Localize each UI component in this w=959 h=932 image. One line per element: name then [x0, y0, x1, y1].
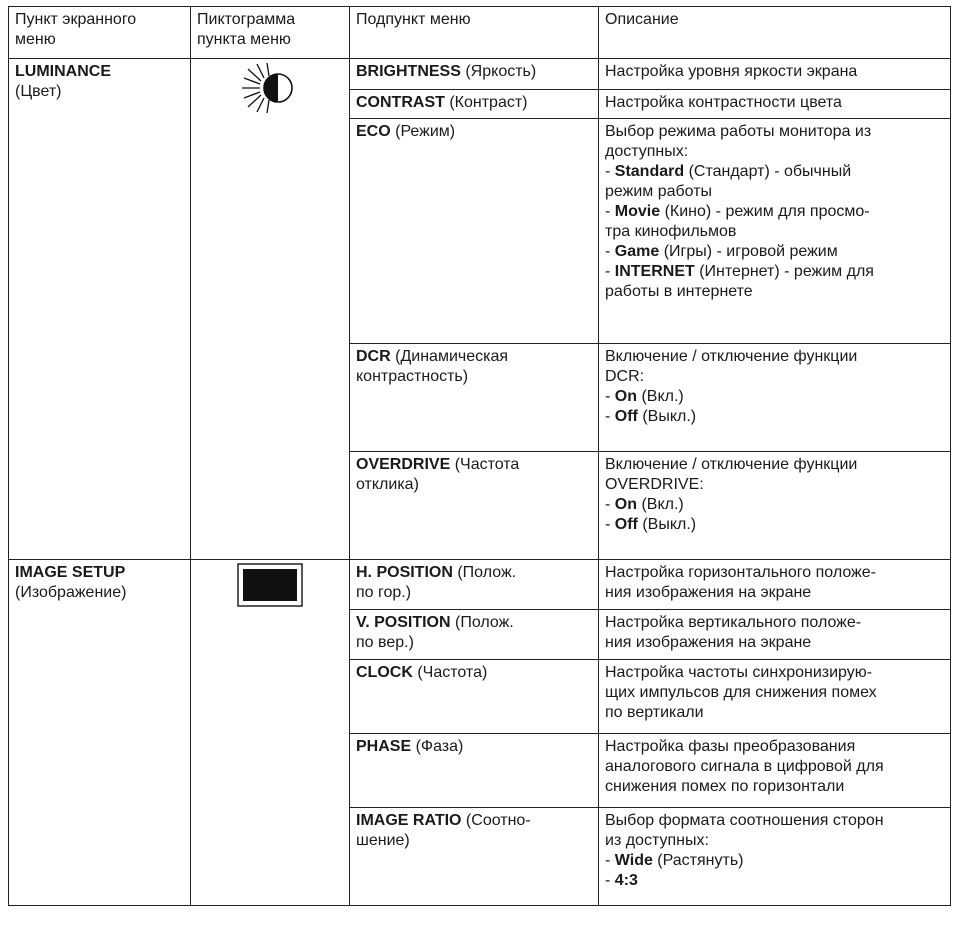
hpos-desc-line2: ния изображения на экране: [605, 584, 812, 601]
brightness-desc: Настройка уровня яркости экрана: [605, 63, 858, 80]
phase-desc-cell: [599, 734, 951, 808]
overdrive-name: OVERDRIVE (Частота: [356, 456, 520, 473]
ratio-desc-line1: Выбор формата соотношения сторон: [605, 812, 884, 829]
overdrive-name-line2: отклика): [356, 476, 419, 493]
hpos-name-line2: по гор.): [356, 584, 412, 601]
eco-desc-cell: [599, 119, 951, 344]
hpos-subitem-cell: [350, 560, 599, 610]
eco-option-internet-line2: работы в интернете: [605, 283, 753, 300]
phase-desc-line1: Настройка фазы преобразования: [605, 738, 856, 755]
header-description-cell: [599, 7, 951, 59]
overdrive-option-off: - Off (Выкл.): [605, 516, 697, 533]
dcr-option-off: - Off (Выкл.): [605, 408, 697, 425]
image-setup-item-cell: [9, 560, 191, 906]
vpos-subitem-cell: [350, 610, 599, 660]
hpos-desc-line1: Настройка горизонтального положе-: [605, 564, 876, 581]
contrast-name: CONTRAST (Контраст): [356, 94, 528, 111]
screen-rectangle-icon: [237, 563, 303, 607]
table-row: [9, 560, 951, 610]
dcr-desc-cell: [599, 344, 951, 452]
overdrive-option-on: - On (Вкл.): [605, 496, 684, 513]
contrast-desc-cell: [599, 90, 951, 119]
header-description: Описание: [605, 11, 679, 28]
header-icon-cell: [191, 7, 350, 59]
osd-menu-table: [8, 6, 951, 906]
hpos-name: H. POSITION (Полож.: [356, 564, 517, 581]
eco-option-internet: - INTERNET (Интернет) - режим для: [605, 263, 874, 280]
eco-desc-line2: доступных:: [605, 143, 689, 160]
ratio-name: IMAGE RATIO (Соотно-: [356, 812, 531, 829]
ratio-desc-line2: из доступных:: [605, 832, 709, 849]
table-row: [9, 59, 951, 90]
dcr-subitem-cell: [350, 344, 599, 452]
ratio-subitem-cell: [350, 808, 599, 906]
eco-option-standard-line2: режим работы: [605, 183, 713, 200]
luminance-name: LUMINANCE: [15, 63, 111, 80]
clock-desc-line2: щих импульсов для снижения помех: [605, 684, 877, 701]
eco-option-movie-line2: тра кинофильмов: [605, 223, 737, 240]
eco-option-game: - Game (Игры) - игровой режим: [605, 243, 838, 260]
brightness-subitem-cell: [350, 59, 599, 90]
header-subitem-cell: [350, 7, 599, 59]
luminance-name-ru: (Цвет): [15, 83, 62, 100]
eco-subitem-cell: [350, 119, 599, 344]
image-setup-icon-cell: [191, 560, 350, 906]
eco-option-movie: - Movie (Кино) - режим для просмо-: [605, 203, 870, 220]
header-icon-line2: пункта меню: [197, 31, 291, 48]
phase-desc-line2: аналогового сигнала в цифровой для: [605, 758, 884, 775]
overdrive-desc-cell: [599, 452, 951, 560]
eco-desc-line1: Выбор режима работы монитора из: [605, 123, 872, 140]
clock-desc-line3: по вертикали: [605, 704, 704, 721]
phase-subitem-cell: [350, 734, 599, 808]
vpos-name-line2: по вер.): [356, 634, 414, 651]
overdrive-subitem-cell: [350, 452, 599, 560]
contrast-desc: Настройка контрастности цвета: [605, 94, 842, 111]
image-setup-name: IMAGE SETUP: [15, 564, 126, 581]
page-cutoff: [0, 926, 959, 932]
hpos-desc-cell: [599, 560, 951, 610]
vpos-desc-cell: [599, 610, 951, 660]
ratio-name-line2: шение): [356, 832, 410, 849]
brightness-desc-cell: [599, 59, 951, 90]
ratio-desc-cell: [599, 808, 951, 906]
ratio-option-wide: - Wide (Растянуть): [605, 852, 744, 869]
header-subitem: Подпункт меню: [356, 11, 471, 28]
vpos-name: V. POSITION (Полож.: [356, 614, 514, 631]
eco-option-standard: - Standard (Стандарт) - обычный: [605, 163, 852, 180]
header-item-line2: меню: [15, 31, 56, 48]
vpos-desc-line1: Настройка вертикального положе-: [605, 614, 862, 631]
clock-desc-cell: [599, 660, 951, 734]
dcr-name-line2: контрастность): [356, 368, 469, 385]
image-setup-name-ru: (Изображение): [15, 584, 127, 601]
phase-desc-line3: снижения помех по горизонтали: [605, 778, 845, 795]
clock-name: CLOCK (Частота): [356, 664, 488, 681]
ratio-option-4-3: - 4:3: [605, 872, 638, 889]
luminance-icon-cell: [191, 59, 350, 560]
phase-name: PHASE (Фаза): [356, 738, 464, 755]
brightness-name: BRIGHTNESS (Яркость): [356, 63, 537, 80]
luminance-item-cell: [9, 59, 191, 560]
header-row: [9, 7, 951, 59]
clock-subitem-cell: [350, 660, 599, 734]
dcr-option-on: - On (Вкл.): [605, 388, 684, 405]
header-item-line1: Пункт экранного: [15, 11, 137, 28]
dcr-name: DCR (Динамическая: [356, 348, 509, 365]
vpos-desc-line2: ния изображения на экране: [605, 634, 812, 651]
brightness-contrast-icon: [240, 62, 300, 114]
eco-name: ECO (Режим): [356, 123, 456, 140]
overdrive-desc-line2: OVERDRIVE:: [605, 476, 704, 493]
contrast-subitem-cell: [350, 90, 599, 119]
header-item-cell: [9, 7, 191, 59]
overdrive-desc-line1: Включение / отключение функции: [605, 456, 858, 473]
dcr-desc-line2: DCR:: [605, 368, 645, 385]
dcr-desc-line1: Включение / отключение функции: [605, 348, 858, 365]
header-icon-line1: Пиктограмма: [197, 11, 296, 28]
clock-desc-line1: Настройка частоты синхронизирую-: [605, 664, 873, 681]
